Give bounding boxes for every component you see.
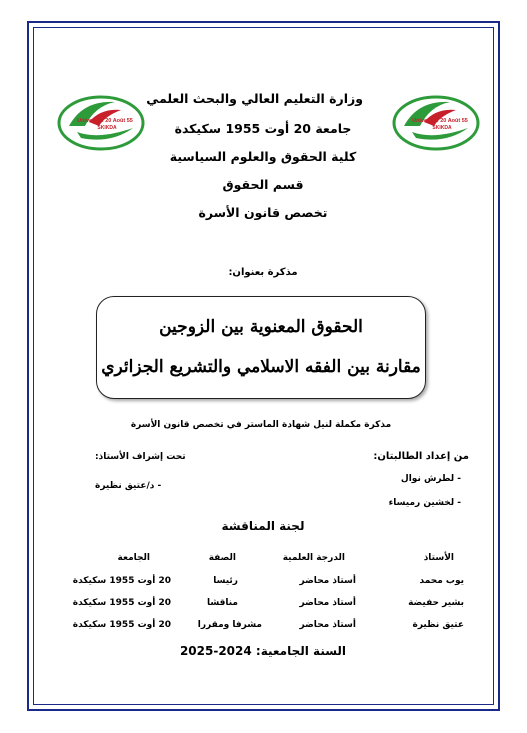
committee-row-1-role: رئيسا xyxy=(213,576,238,586)
students-label: من إعداد الطالبتان: xyxy=(373,451,469,462)
committee-row-2-university: 20 أوت 1955 سكيكدة xyxy=(72,598,171,608)
university-logo-right xyxy=(390,92,482,154)
committee-header-rank: الدرجة العلمية xyxy=(282,553,345,563)
student-name-2: - لخشين رميساء xyxy=(388,498,461,508)
committee-row-2-rank: أستاذ محاضر xyxy=(299,598,356,608)
committee-row-3-rank: أستاذ محاضر xyxy=(299,620,356,630)
committee-row-2-professor: بشير حفيضة xyxy=(408,598,464,608)
committee-header-role: الصفة xyxy=(208,553,236,563)
committee-row-1-professor: يوب محمد xyxy=(419,576,464,586)
svg-text:Université 20 Août 55: Université 20 Août 55 xyxy=(77,118,133,124)
thesis-title-line1: الحقوق المعنوية بين الزوجين xyxy=(159,317,363,337)
thesis-purpose: مذكرة مكملة لنيل شهادة الماستر في تخصص قانون الأسرة xyxy=(130,420,392,430)
committee-title: لجنة المناقشة xyxy=(221,519,305,533)
student-name-1: - لطرش نوال xyxy=(400,474,461,484)
department-name: قسم الحقوق xyxy=(222,177,304,192)
committee-row-3-professor: عتيق نظيرة xyxy=(412,620,464,630)
committee-row-3-role: مشرفا ومقررا xyxy=(197,620,262,630)
committee-header-university: الجامعة xyxy=(117,553,150,563)
svg-text:SKIKDA: SKIKDA xyxy=(97,125,117,131)
supervisor-label: تحت إشراف الأستاذ: xyxy=(95,452,186,462)
svg-text:SKIKDA: SKIKDA xyxy=(432,125,452,131)
specialty-name: تخصص قانون الأسرة xyxy=(198,205,328,220)
committee-row-1-university: 20 أوت 1955 سكيكدة xyxy=(72,576,171,586)
academic-year: السنة الجامعية: 2024-2025 xyxy=(179,644,347,658)
committee-header-professor: الأستاذ xyxy=(423,553,454,563)
university-seal-icon xyxy=(390,92,482,154)
thesis-intro: مذكرة بعنوان: xyxy=(228,267,298,278)
ministry-name: وزارة التعليم العالي والبحث العلمي xyxy=(146,91,363,106)
committee-row-2-role: مناقشا xyxy=(206,598,238,608)
committee-row-1-rank: أستاذ محاضر xyxy=(299,576,356,586)
thesis-title-line2: مقارنة بين الفقه الاسلامي والتشريع الجزائري xyxy=(101,357,421,377)
thesis-title-box xyxy=(96,296,426,399)
svg-text:Université 20 Août 55: Université 20 Août 55 xyxy=(412,118,468,124)
university-logo-left xyxy=(55,92,147,154)
supervisor-name: - د/عتيق نظيرة xyxy=(95,481,162,491)
university-name: جامعة 20 أوت 1955 سكيكدة xyxy=(174,121,352,136)
committee-row-3-university: 20 أوت 1955 سكيكدة xyxy=(72,620,171,630)
faculty-name: كلية الحقوق والعلوم السياسية xyxy=(169,149,357,164)
university-seal-icon xyxy=(55,92,147,154)
